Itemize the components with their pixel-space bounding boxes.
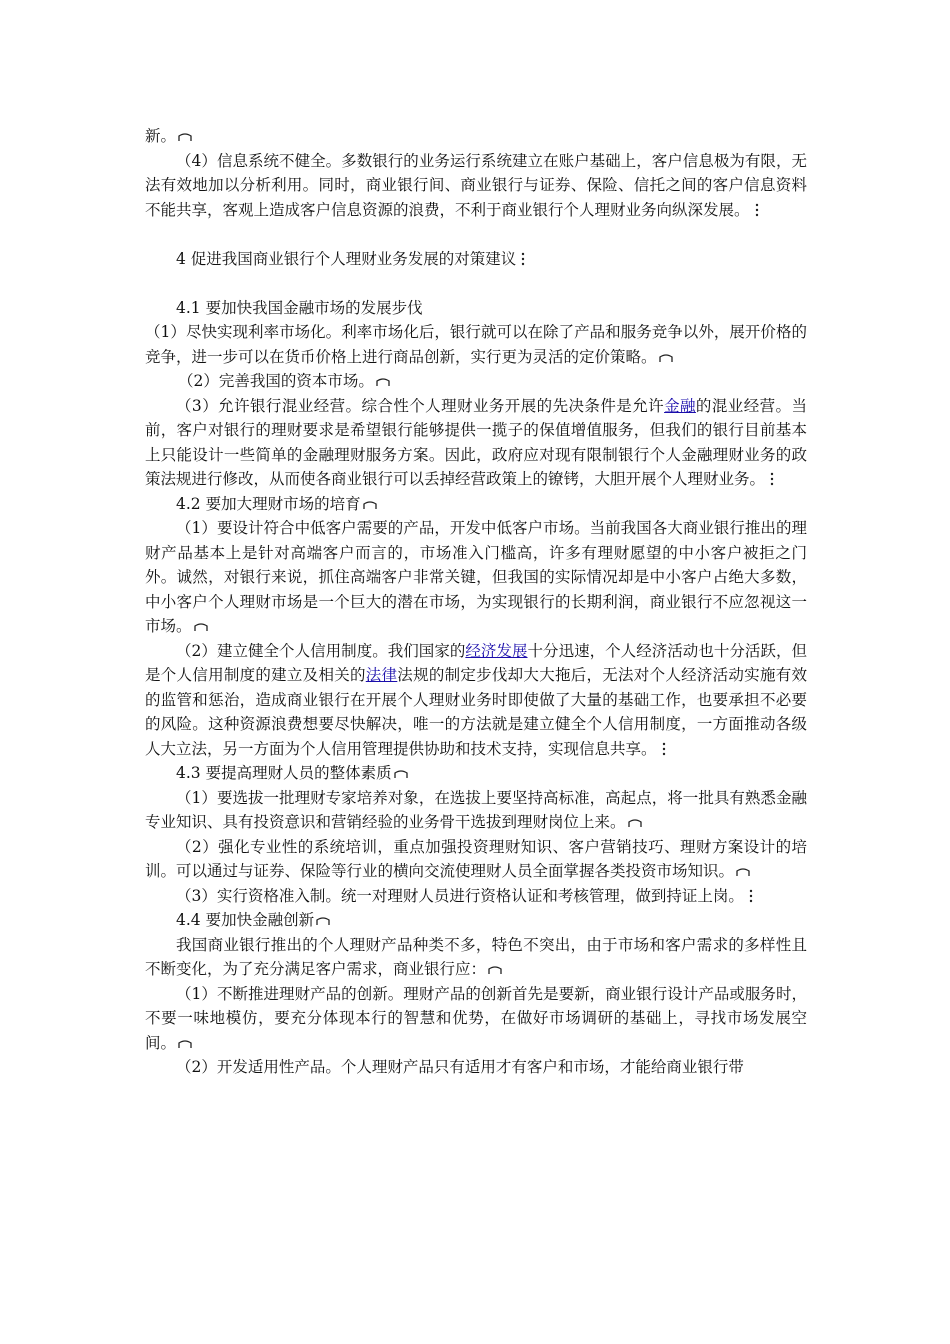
paragraph-mark-icon [748,889,754,903]
paragraph-text: （3）实行资格准入制。统一对理财人员进行资格认证和考核管理，做到持证上岗。 [176,886,744,905]
paragraph-text: （1）不断推进理财产品的创新。理财产品的创新首先是要新，商业银行设计产品或服务时，不要一味地模仿，要充分体现本行的智慧和优势，在做好市场调研的基础上，寻找市场发展空间。 [145,984,807,1052]
paragraph-mark-icon [769,472,775,486]
paragraph [145,394,807,492]
paragraph-return-icon [363,500,377,510]
paragraph [145,884,807,909]
heading-text: 4.4 要加快金融创新 [176,911,315,929]
paragraph-text: （2）强化专业性的系统培训，重点加强投资理财知识、客户营销技巧、理财方案设计的培训。可以通过与证券、保险等行业的横向交流使理财人员全面掌握各类投资市场知识。 [145,837,807,880]
jinrong-link[interactable]: 金融 [664,396,696,415]
paragraph-text: （3）允许银行混业经营。综合性个人理财业务开展的先决条件是允许 [176,396,665,415]
paragraph [145,124,807,149]
paragraph-return-icon [736,867,750,877]
paragraph-return-icon [178,132,192,142]
paragraph-text: （1）要选拔一批理财专家培养对象，在选拔上要坚持高标准，高起点，将一批具有熟悉金融专业知识、具有投资意识和营销经验的业务骨干选拔到理财岗位上来。 [145,788,807,831]
paragraph-text: 的混业经营。当前，客户对银行的理财要求是希望银行能够提供一揽子的保值增值服务，但我们的银行目前基本上只能设计一些简单的金融理财服务方案。因此，政府应对现有限制银行个人金融理财业务的政策法规进行修改，从而使各商业银行可以丢掉经营政策上的镣铐，大胆开展个人理财业务。 [145,396,807,488]
paragraph [145,835,807,884]
subsection-heading [145,761,807,786]
paragraph [145,786,807,835]
paragraph-return-icon [659,353,673,363]
paragraph [145,320,807,369]
paragraph-text: 我国商业银行推出的个人理财产品种类不多，特色不突出，由于市场和客户需求的多样性且不断变化，为了充分满足客户需求，商业银行应： [145,935,807,978]
paragraph-mark-icon [754,203,760,217]
subsection-heading [145,296,807,321]
paragraph-text: （1）尽快实现利率市场化。利率市场化后，银行就可以在除了产品和服务竞争以外，展开价格的竞争，进一步可以在货币价格上进行商品创新，实行更为灵活的定价策略。 [145,323,807,366]
paragraph-mark-icon [520,252,526,266]
paragraph-return-icon [394,769,408,779]
paragraph-text: （2）完善我国的资本市场。 [178,372,374,390]
paragraph [145,149,807,223]
paragraph-text: （2）建立健全个人信用制度。我们国家的 [176,641,466,660]
heading-text: 4.3 要提高理财人员的整体素质 [176,764,392,782]
document-body [145,124,807,1080]
paragraph [145,369,807,394]
section-heading [145,247,807,272]
paragraph-return-icon [316,916,330,926]
subsection-heading [145,492,807,517]
paragraph [145,1055,807,1080]
paragraph-text: （1）要设计符合中低客户需要的产品，开发中低客户市场。当前我国各大商业银行推出的理财产品基本上是针对高端客户而言的，市场准入门槛高，许多有理财愿望的中小客户被拒之门外。诚然，对银行来说，抓住高端客户非常关键，但我国的实际情况却是中小客户占绝大多数，中小客户个人理财市场是一个巨大的潜在市场，为实现银行的长期利润，商业银行不应忽视这一市场。 [145,519,807,635]
paragraph-text: 法规的制定步伐却大大拖后，无法对个人经济活动实施有效的监管和惩治，造成商业银行在开展个人理财业务时即使做了大量的基础工作，也要承担不必要的风险。这种资源浪费想要尽快解决，唯一的方法就是建立健全个人信用制度，一方面推动各级人大立法，另一方面为个人信用管理提供协助和技术支持，实现信息共享。 [145,666,807,758]
heading-text: 4.2 要加大理财市场的培育 [176,494,361,513]
paragraph-text: 十分迅速，个人经济活动也十分活跃，但是个人信用制度的建立及相关的 [145,641,807,684]
economic-development-link[interactable]: 经济发展 [465,641,528,660]
paragraph-text: （2）开发适用性产品。个人理财产品只有适用才有客户和市场，才能给商业银行带 [176,1058,744,1076]
paragraph-mark-icon [661,742,667,756]
subsection-heading [145,908,807,933]
paragraph [145,516,807,639]
heading-text: 4.1 要加快我国金融市场的发展步伐 [176,298,423,317]
paragraph-return-icon [178,1039,192,1049]
paragraph-return-icon [376,377,390,387]
paragraph [145,982,807,1056]
paragraph-text: （4）信息系统不健全。多数银行的业务运行系统建立在账户基础上，客户信息极为有限，无法有效地加以分析利用。同时，商业银行间、商业银行与证券、保险、信托之间的客户信息资料不能共享，客观上造成客户信息资源的浪费，不利于商业银行个人理财业务向纵深发展。 [145,151,807,219]
paragraph-return-icon [488,965,502,975]
paragraph [145,933,807,982]
paragraph-return-icon [194,622,208,632]
paragraph-text: 新。 [145,127,177,145]
paragraph-return-icon [628,818,642,828]
paragraph [145,639,807,762]
heading-text: 4 促进我国商业银行个人理财业务发展的对策建议 [176,249,517,268]
law-link[interactable]: 法律 [365,666,398,684]
